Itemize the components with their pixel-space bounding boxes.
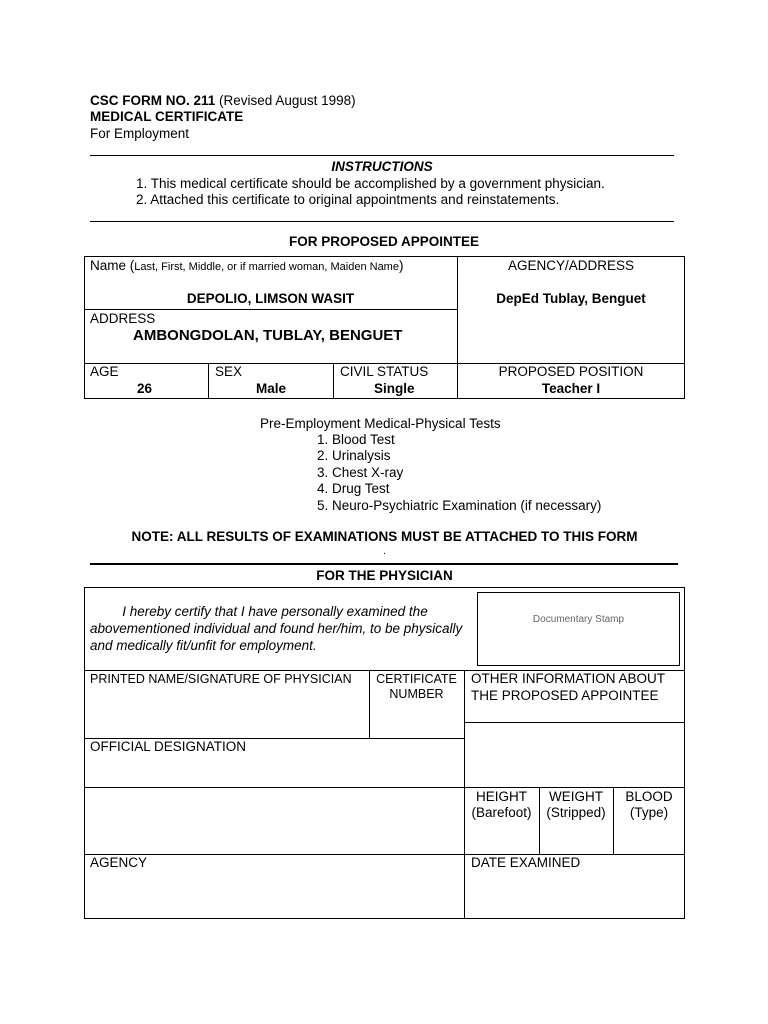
results-note: NOTE: ALL RESULTS OF EXAMINATIONS MUST BE ATTACHED TO THIS FORM — [131, 529, 638, 544]
appointee-row-divider-1 — [84, 309, 457, 310]
documentary-stamp-box — [477, 592, 680, 666]
divider-physician — [90, 563, 678, 565]
sex-value: Male — [256, 381, 287, 396]
document-subtitle: For Employment — [90, 126, 190, 141]
other-info-label-2: THE PROPOSED APPOINTEE — [471, 688, 659, 703]
appointee-heading: FOR PROPOSED APPOINTEE — [288, 234, 480, 249]
weight-label-2: (Stripped) — [546, 805, 606, 820]
weight-label-1: WEIGHT — [549, 789, 603, 804]
form-number-line — [90, 93, 356, 109]
date-examined-label: DATE EXAMINED — [471, 855, 581, 870]
official-designation-label: OFFICIAL DESIGNATION — [90, 739, 247, 754]
certify-line-3: and medically fit/unfit for employment. — [90, 638, 317, 653]
printed-name-label: PRINTED NAME/SIGNATURE OF PHYSICIAN — [90, 672, 352, 686]
proposed-position-value: Teacher I — [541, 381, 601, 396]
proposed-position-label: PROPOSED POSITION — [498, 364, 644, 379]
tests-heading: Pre-Employment Medical-Physical Tests — [260, 416, 501, 431]
form-revision: (Revised August 1998) — [219, 93, 356, 108]
blood-label-1: BLOOD — [625, 789, 673, 804]
certificate-number-label-2: NUMBER — [389, 687, 444, 701]
agency-address-label: AGENCY/ADDRESS — [507, 258, 635, 273]
name-value: DEPOLIO, LIMSON WASIT — [186, 291, 355, 306]
instructions-heading: INSTRUCTIONS — [331, 159, 433, 174]
test-item-1: 1. Blood Test — [317, 432, 395, 447]
sex-label: SEX — [215, 364, 243, 379]
documentary-stamp-label: Documentary Stamp — [532, 614, 625, 625]
name-label-close: ) — [398, 258, 404, 273]
name-label — [90, 258, 403, 275]
other-info-label-1: OTHER INFORMATION ABOUT — [471, 671, 666, 686]
physician-row-divider-3 — [84, 787, 685, 788]
certify-line-1: I hereby certify that I have personally examined the — [122, 604, 428, 619]
certify-line-2: abovementioned individual and found her/him, to be physically — [90, 621, 463, 636]
appointee-col-divider-1 — [208, 363, 209, 399]
age-label: AGE — [90, 364, 119, 379]
test-item-5: 5. Neuro-Psychiatric Examination (if necessary) — [317, 498, 602, 513]
civil-status-label: CIVIL STATUS — [340, 364, 429, 379]
blood-label-2: (Type) — [629, 805, 669, 820]
instruction-item-1: 1. This medical certificate should be accomplished by a government physician. — [136, 176, 605, 191]
height-label-1: HEIGHT — [475, 789, 527, 804]
test-item-4: 4. Drug Test — [317, 481, 390, 496]
document-title: MEDICAL CERTIFICATE — [90, 109, 244, 124]
other-info-divider — [464, 722, 685, 723]
instruction-item-2: 2. Attached this certificate to original appointments and reinstatements. — [136, 192, 560, 207]
address-label: ADDRESS — [90, 311, 156, 326]
test-item-2: 2. Urinalysis — [317, 448, 391, 463]
agency-label: AGENCY — [90, 855, 148, 870]
form-number: CSC FORM NO. 211 — [90, 93, 216, 108]
address-value: AMBONGDOLAN, TUBLAY, BENGUET — [133, 327, 403, 344]
civil-status-value: Single — [374, 381, 415, 396]
name-label-detail: Last, First, Middle, or if married woman, Maiden Name — [134, 261, 399, 273]
physician-row-divider-4 — [84, 854, 685, 855]
physician-heading: FOR THE PHYSICIAN — [316, 568, 453, 583]
note-dot: . — [383, 546, 386, 557]
test-item-3: 3. Chest X-ray — [317, 465, 404, 480]
height-label-2: (Barefoot) — [471, 805, 532, 820]
name-label-text: Name ( — [90, 258, 135, 273]
appointee-col-divider-2 — [333, 363, 334, 399]
certificate-number-label-1: CERTIFICATE — [376, 672, 457, 686]
divider-instructions — [90, 221, 674, 222]
agency-address-value: DepEd Tublay, Benguet — [496, 291, 646, 306]
divider-top — [90, 155, 674, 156]
age-value: 26 — [137, 381, 153, 396]
